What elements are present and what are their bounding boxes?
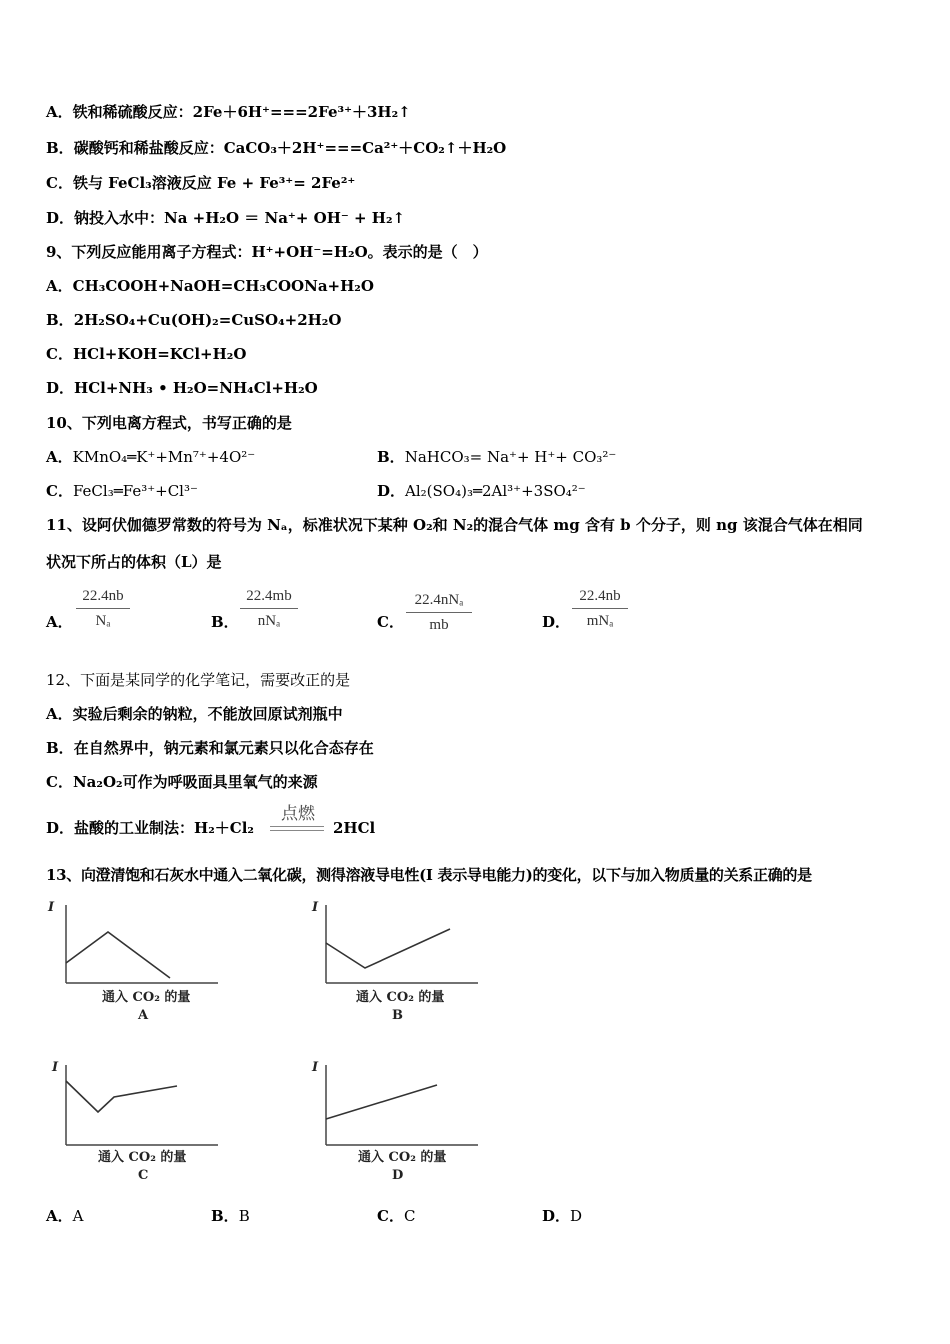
option-label: A． [46, 1207, 73, 1225]
q11-option-b-fraction [240, 588, 298, 630]
q9-stem: 9、下列反应能用离子方程式：H⁺+OH⁻=H₂O。表示的是（ ） [46, 243, 488, 261]
axis-x-label: 通入 CO₂ 的量 [102, 990, 191, 1005]
denominator: mb [429, 617, 449, 633]
option-text: FeCl₃═Fe³⁺+Cl³⁻ [72, 482, 198, 500]
q11-stem-line1: 11、设阿伏伽德罗常数的符号为 Nₐ，标准状况下某种 O₂和 N₂的混合气体 mg 含有 b 个分子，则 ng 该混合气体在相同 [46, 516, 863, 534]
option-label: B． [46, 139, 74, 157]
option-text: D [570, 1207, 583, 1225]
reaction-condition: 点燃 [281, 804, 315, 824]
option-label: D． [542, 1207, 571, 1225]
graph-c [40, 1055, 240, 1185]
graph-curve [66, 932, 170, 978]
axis-x-label: 通入 CO₂ 的量 [358, 1150, 447, 1165]
option-text: 盐酸的工业制法：H₂＋Cl₂ [74, 819, 254, 837]
q13-option-d[interactable] [542, 1206, 582, 1226]
option-text: CH₃COOH+NaOH=CH₃COONa+H₂O [72, 277, 374, 295]
axis-x-label: 通入 CO₂ 的量 [356, 990, 445, 1005]
q10-option-b[interactable] [377, 447, 616, 467]
axis-y-label: I [312, 900, 319, 915]
reaction-product: 2HCl [333, 819, 376, 837]
numerator: 22.4mb [246, 588, 292, 604]
graph-d [300, 1055, 500, 1185]
graph-caption: C [138, 1168, 149, 1183]
option-label: A． [46, 277, 73, 295]
option-label: C． [46, 482, 73, 500]
q11-option-c-label[interactable]: C． [377, 613, 404, 631]
graph-caption: D [392, 1168, 404, 1183]
option-text: 钠投入水中：Na +H₂O ＝ Na⁺+ OH⁻ + H₂↑ [74, 209, 406, 227]
option-label: C． [46, 345, 73, 363]
option-label: D． [377, 482, 406, 500]
q9-option-a[interactable] [46, 276, 374, 296]
option-text: 实验后剩余的钠粒，不能放回原试剂瓶中 [72, 705, 343, 723]
option-text: 2H₂SO₄+Cu(OH)₂=CuSO₄+2H₂O [73, 311, 342, 329]
option-text: Al₂(SO₄)₃═2Al³⁺+3SO₄²⁻ [405, 482, 586, 500]
q11-option-d-fraction [572, 588, 628, 630]
q10-option-d[interactable] [377, 481, 586, 501]
option-label: D． [46, 209, 75, 227]
q9-option-b[interactable] [46, 310, 341, 330]
option-label: D． [46, 819, 75, 837]
graph-caption: A [138, 1008, 149, 1023]
option-text: 在自然界中，钠元素和氯元素只以化合态存在 [73, 739, 374, 757]
axis-y-label: I [48, 900, 55, 915]
q13-stem: 13、向澄清饱和石灰水中通入二氧化碳，测得溶液导电性(I 表示导电能力)的变化，以下与加入物质量的关系正确的是 [46, 866, 812, 884]
q11-option-b-label[interactable]: B． [211, 613, 239, 631]
graph-curve [326, 929, 450, 968]
q11-option-a-fraction [76, 588, 130, 630]
numerator: 22.4nb [579, 588, 621, 604]
q8-option-a[interactable] [46, 102, 411, 122]
q13-option-a[interactable] [46, 1206, 83, 1226]
option-text: 铁与 FeCl₃溶液反应 Fe + Fe³⁺= 2Fe²⁺ [72, 174, 356, 192]
q11-option-a-label[interactable]: A． [46, 613, 73, 631]
option-label: D． [46, 379, 75, 397]
reaction-arrow-line-top [270, 826, 324, 827]
graph-curve [66, 1081, 177, 1112]
q11-option-d-label[interactable]: D． [542, 613, 571, 631]
option-text: B [238, 1207, 250, 1225]
option-label: C． [46, 773, 73, 791]
q13-option-c[interactable] [377, 1206, 415, 1226]
q8-option-d[interactable] [46, 208, 405, 228]
graph-a [40, 895, 240, 1025]
option-text: HCl+NH₃ • H₂O=NH₄Cl+H₂O [74, 379, 318, 397]
option-text: KMnO₄═K⁺+Mn⁷⁺+4O²⁻ [72, 448, 256, 466]
graph-caption: B [392, 1008, 403, 1023]
option-label: C． [377, 1207, 404, 1225]
q8-option-c[interactable] [46, 173, 355, 193]
q9-option-d[interactable] [46, 378, 318, 398]
option-label: C． [46, 174, 73, 192]
option-text: 铁和稀硫酸反应：2Fe＋6H⁺===2Fe³⁺＋3H₂↑ [72, 103, 411, 121]
option-text: C [403, 1207, 416, 1225]
axis-y-label: I [312, 1060, 319, 1075]
numerator: 22.4nb [82, 588, 124, 604]
reaction-arrow-line-bottom [270, 830, 324, 831]
axis-y-label: I [52, 1060, 59, 1075]
option-text: NaHCO₃= Na⁺+ H⁺+ CO₃²⁻ [404, 448, 617, 466]
q9-option-c[interactable] [46, 344, 246, 364]
graph-curve [326, 1085, 437, 1119]
option-text: 碳酸钙和稀盐酸反应：CaCO₃＋2H⁺===Ca²⁺＋CO₂↑＋H₂O [73, 139, 507, 157]
q10-stem: 10、下列电离方程式，书写正确的是 [46, 414, 292, 432]
option-label: B． [46, 311, 74, 329]
option-label: A． [46, 448, 73, 466]
q8-option-b[interactable] [46, 138, 506, 158]
option-label: A． [46, 103, 73, 121]
option-label: B． [46, 739, 74, 757]
q13-option-b[interactable] [211, 1206, 250, 1226]
option-text: Na₂O₂可作为呼吸面具里氧气的来源 [72, 773, 318, 791]
numerator: 22.4nNₐ [414, 592, 464, 608]
denominator: Nₐ [95, 613, 111, 629]
option-text: A [72, 1207, 84, 1225]
q12-option-b[interactable] [46, 738, 374, 758]
q12-stem: 12、下面是某同学的化学笔记，需要改正的是 [46, 671, 351, 689]
option-label: B． [377, 448, 405, 466]
axis-x-label: 通入 CO₂ 的量 [98, 1150, 187, 1165]
option-label: B． [211, 1207, 239, 1225]
denominator: nNₐ [257, 613, 281, 629]
q12-option-a[interactable] [46, 704, 343, 724]
q12-option-c[interactable] [46, 772, 318, 792]
graph-b [300, 895, 500, 1025]
option-text: HCl+KOH=KCl+H₂O [72, 345, 247, 363]
denominator: mNₐ [586, 613, 614, 629]
q11-stem-line2: 状况下所占的体积（L）是 [46, 553, 222, 571]
q12-option-d[interactable] [46, 818, 254, 838]
q10-option-c[interactable] [46, 481, 198, 501]
q11-option-c-fraction [406, 592, 472, 634]
q10-option-a[interactable] [46, 447, 255, 467]
option-label: A． [46, 705, 73, 723]
